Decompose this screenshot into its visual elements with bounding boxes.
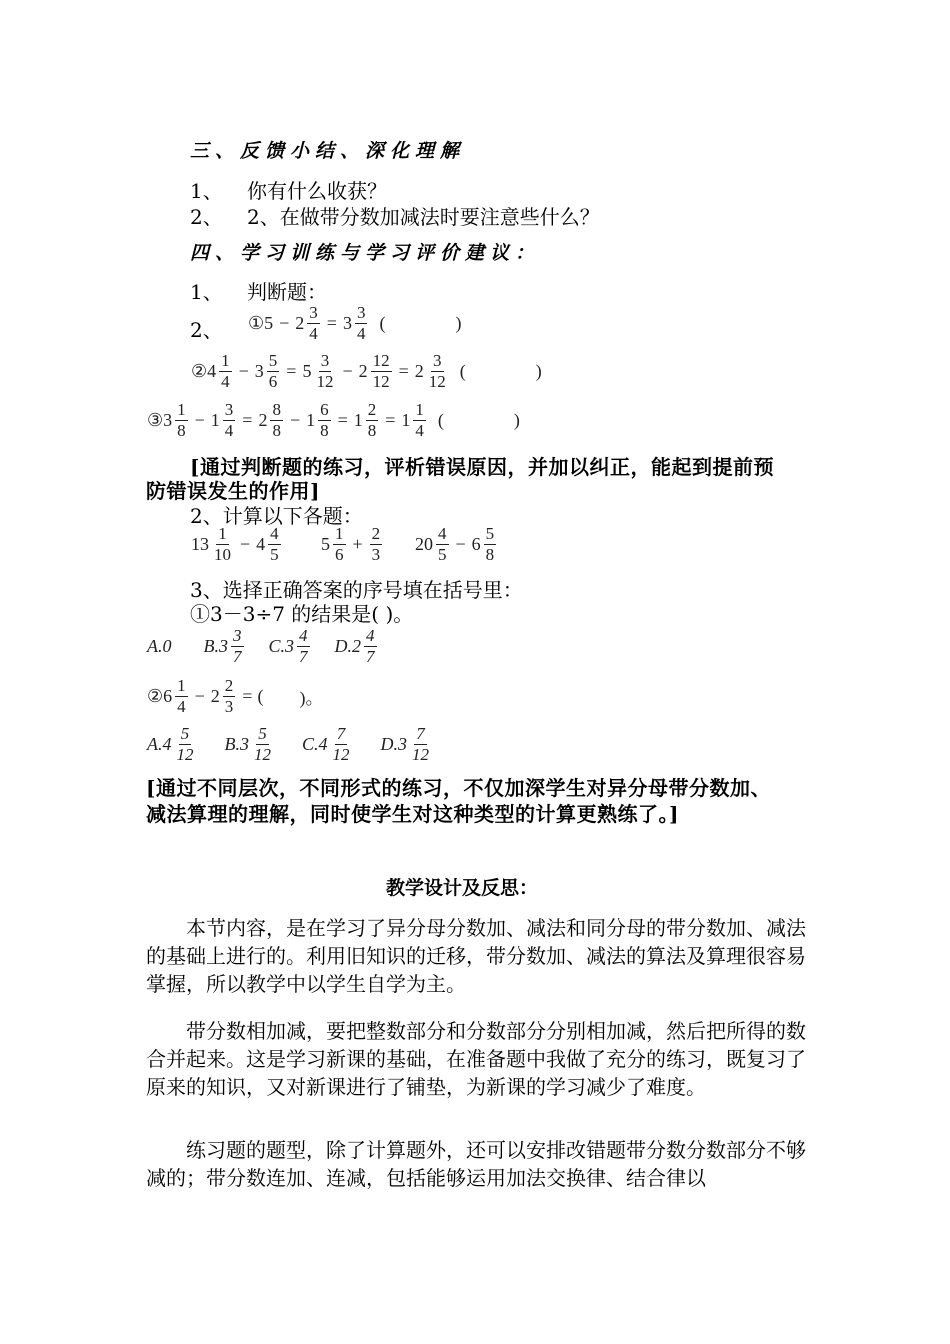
choice-label: 3、选择正确答案的序号填在括号里：	[190, 578, 523, 602]
judge-row-number: 2、	[190, 318, 223, 342]
choice-1-question: ①3－3÷7 的结果是( )。	[190, 602, 414, 626]
reflection-title: 教学设计及反思：	[386, 877, 539, 899]
calc-item-3: 20 $\frac{4}{5}$ − 6 $\frac{5}{8}$	[415, 524, 495, 564]
choice-2-question: ②6 $\frac{1}{4}$ − 2 $\frac{2}{3}$ = ( )。	[147, 676, 324, 716]
reflection-paragraph-1: 本节内容，是在学习了异分母分数加、减法和同分母的带分数加、减法的基础上进行的。利用旧知识的迁移，带分数加、减法的算法及算理很容易掌握，所以教学中以学生自学为主。	[146, 916, 806, 996]
reflection-paragraph-3: 练习题的题型，除了计算题外，还可以安排改错题带分数分数部分不够减的；带分数连加、连减，包括能够运用加法交换律、结合律以	[146, 1138, 806, 1190]
note-1-line-1: [通过判断题的练习，评析错误原因，并加以纠正，能起到提前预	[190, 455, 774, 479]
question-2-text: 2、在做带分数加减法时要注意些什么？	[247, 205, 600, 229]
judge-item-3: ③3 $\frac{1}{8}$ − 1 $\frac{3}{4}$ = 2 $\frac{8}{8}$ − 1 $\frac{6}{8}$ = 1 $\frac{2}{8}$ = 1 $\frac{1}{4}$ ( )	[147, 400, 520, 440]
question-1-number: 1、	[190, 179, 223, 203]
judge-number: 1、	[190, 280, 223, 304]
note-1-line-2: 防错误发生的作用]	[146, 479, 320, 503]
judge-item-2: ②4 $\frac{1}{4}$ − 3 $\frac{5}{6}$ = 5 $\frac{3}{12}$ − 2 $\frac{12}{12}$ = 2 $\frac{3}{12}$ ( )	[191, 351, 542, 391]
calc-label: 2、计算以下各题：	[190, 504, 363, 528]
judge-item-1: ①5 − 2 $\frac{3}{4}$ = 3 $\frac{3}{4}$ ( )	[248, 303, 462, 343]
section-3-heading: 三、反馈小结、深化理解	[190, 140, 466, 162]
question-2-number: 2、	[190, 205, 223, 229]
note-2-line-2: 减法算理的理解，同时使学生对这种类型的计算更熟练了。]	[146, 802, 679, 826]
reflection-paragraph-2: 带分数相加减，要把整数部分和分数部分分别相加减，然后把所得的数合并起来。这是学习新课的基础，在准备题中我做了充分的练习，既复习了原来的知识，又对新课进行了铺垫，为新课的学习减少了难度。	[146, 1019, 806, 1099]
section-4-heading: 四、学习训练与学习评价建议：	[190, 242, 541, 264]
choice-1-options: A.0 B.3 $\frac{3}{7}$ C.3 $\frac{4}{7}$ D.2 $\frac{4}{7}$	[147, 626, 375, 666]
calc-item-2: 5 $\frac{1}{6}$ + $\frac{2}{3}$	[321, 524, 381, 564]
calc-item-1: 13 $\frac{1}{10}$ − 4 $\frac{4}{5}$	[191, 524, 279, 564]
note-2-line-1: [通过不同层次，不同形式的练习，不仅加深学生对异分母带分数加、	[146, 776, 771, 800]
choice-2-options: A.4 $\frac{5}{12}$ B.3 $\frac{5}{12}$ C.4 $\frac{7}{12}$ D.3 $\frac{7}{12}$	[147, 724, 430, 764]
judge-label: 判断题：	[247, 280, 327, 304]
question-1-text: 你有什么收获？	[247, 179, 387, 203]
